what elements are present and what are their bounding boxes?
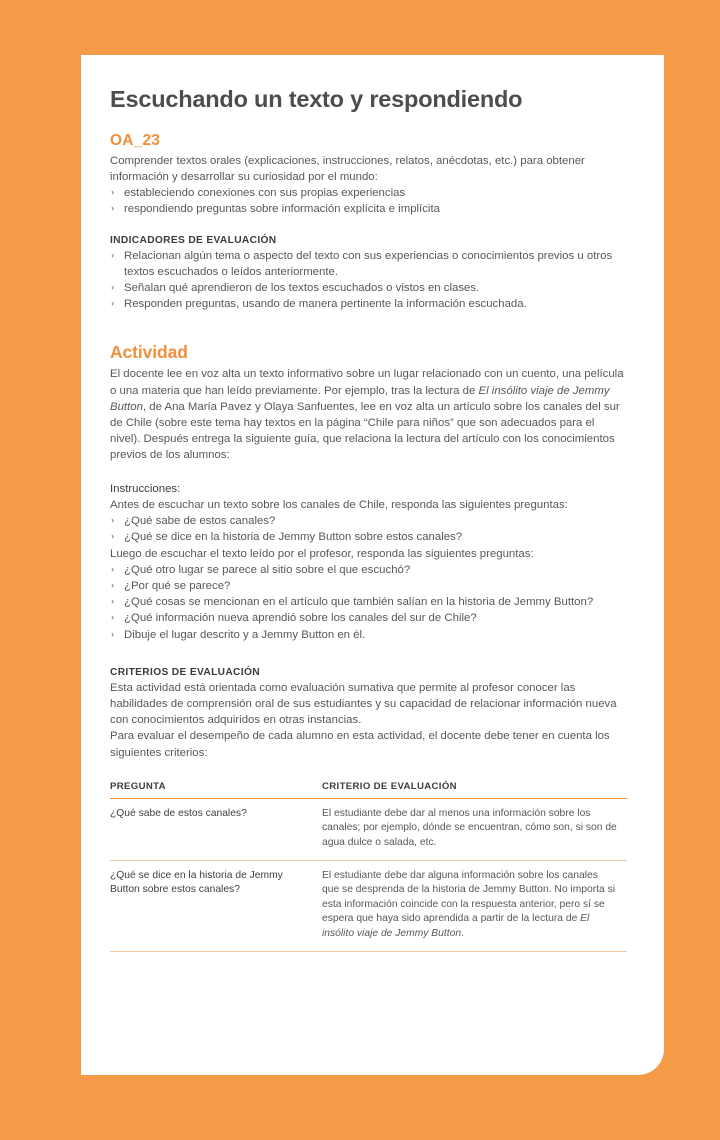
oa-code: OA_23 [110,131,161,149]
table-header-row [110,781,627,799]
chevron-right-icon: › [111,515,115,527]
chevron-right-icon: › [111,628,115,640]
chevron-right-icon: › [111,282,115,294]
table-cell-question: ¿Qué sabe de estos canales? [110,798,322,860]
table-cell-question: ¿Qué se dice en la historia de Jemmy Button sobre estos canales? [110,860,322,951]
spacer [110,218,627,235]
indicators-heading: INDICADORES DE EVALUACIÓN [110,234,277,246]
instructions-before-list [110,513,627,545]
list-item [110,280,627,296]
list-item [110,248,627,280]
activity-paragraph-part2: , de Ana María Pavez y Olaya Sanfuentes, lee en voz alta un artículo sobre los canales del sur de Chile (sobre este tema hay textos en la página “Chile para niños” que son adecuados para el nivel). Después entrega la siguiente guía, que relaciona la lectura del artículo con los conocimientos previos de los alumnos: [110,400,620,462]
chevron-right-icon: › [111,187,115,199]
criterion-text: El estudiante debe dar alguna información sobre los canales que se desprenda de la historia de Jemmy Button. No importa si esta información coincide con la respuesta anterior, pero sí se espera que haya sido aprendida a partir de la lectura de [322,869,616,925]
list-item [110,296,627,312]
list-item-label: ¿Qué sabe de estos canales? [124,515,276,528]
list-item [110,185,627,201]
instructions-after-label: Luego de escuchar el texto leído por el profesor, responda las siguientes preguntas: [110,547,534,560]
activity-paragraph [110,366,627,463]
table-cell-criterion: El estudiante debe dar al menos una información sobre los canales; por ejemplo, dónde se encuentran, cómo son, si son de agua dulce o salada, etc. [322,798,627,860]
page-title: Escuchando un texto y respondiendo [110,86,523,112]
spacer [110,312,627,342]
chevron-right-icon: › [111,298,115,310]
oa-description: Comprender textos orales (explicaciones, instrucciones, relatos, anécdotas, etc.) para obtener información y desarrollar su curiosidad por el mundo: [110,154,585,184]
list-item [110,562,627,578]
column-header-criterio: CRITERIO DE EVALUACIÓN [322,781,627,799]
list-item [110,594,627,610]
book-title-italic: El insólito viaje de Jemmy Button [322,913,590,939]
criterion-text-end: . [461,927,464,939]
document-content [110,87,627,952]
chevron-right-icon: › [111,612,115,624]
list-item-label: Relacionan algún tema o aspecto del texto con sus experiencias o conocimientos previos u otros textos escuchados o leídos anteriormente. [124,249,613,278]
list-item-label: Señalan qué aprendieron de los textos escuchados o vistos en clases. [124,282,480,295]
list-item [110,513,627,529]
list-item-label: ¿Qué se dice en la historia de Jemmy Button sobre estos canales? [124,531,463,544]
oa-bullet-list [110,185,627,217]
activity-paragraph-part1: El docente lee en voz alta un texto informativo sobre un lugar relacionado con un cuento, una película o una materia que han leído previamente. Por ejemplo, tras la lectura de [110,368,624,397]
list-item [110,610,627,626]
spacer [110,643,627,667]
chevron-right-icon: › [111,563,115,575]
document-card [81,55,664,1075]
list-item-label: ¿Qué información nueva aprendió sobre los canales del sur de Chile? [124,612,477,625]
criteria-table [110,781,627,952]
list-item-label: ¿Qué otro lugar se parece al sitio sobre el que escuchó? [124,563,411,576]
list-item-label: estableciendo conexiones con sus propias experiencias [124,187,406,200]
indicators-list [110,248,627,313]
book-title-italic: El insólito viaje de Jemmy Button [110,384,610,413]
criteria-paragraph-2: Para evaluar el desempeño de cada alumno en esta actividad, el docente debe tener en cuenta los siguientes criterios: [110,730,610,759]
list-item-label: Responden preguntas, usando de manera pertinente la información escuchada. [124,298,527,311]
list-item-label: Dibuje el lugar descrito y a Jemmy Button en él. [124,628,366,641]
chevron-right-icon: › [111,596,115,608]
list-item [110,201,627,217]
column-header-pregunta: PREGUNTA [110,781,322,799]
table-cell-criterion [322,860,627,951]
chevron-right-icon: › [111,249,115,261]
table-row [110,798,627,860]
instructions-label: Instrucciones: [110,482,181,495]
list-item-label: respondiendo preguntas sobre información explícita e implícita [124,203,440,216]
criteria-heading: CRITERIOS DE EVALUACIÓN [110,666,260,678]
list-item [110,627,627,643]
chevron-right-icon: › [111,579,115,591]
chevron-right-icon: › [111,203,115,215]
instructions-after-list [110,562,627,643]
table-row [110,860,627,951]
instructions-before-label: Antes de escuchar un texto sobre los canales de Chile, responda las siguientes preguntas: [110,498,568,511]
activity-heading: Actividad [110,342,188,363]
list-item [110,529,627,545]
criteria-paragraph-1: Esta actividad está orientada como evaluación sumativa que permite al profesor conocer las habilidades de comprensión oral de sus estudiantes y su capacidad de relacionar información nueva con conocimientos adquiridos en otras instancias. [110,681,617,727]
list-item-label: ¿Por qué se parece? [124,579,231,592]
list-item-label: ¿Qué cosas se mencionan en el artículo que también salían en la historia de Jemmy Button? [124,596,594,609]
list-item [110,578,627,594]
spacer [110,464,627,481]
chevron-right-icon: › [111,531,115,543]
